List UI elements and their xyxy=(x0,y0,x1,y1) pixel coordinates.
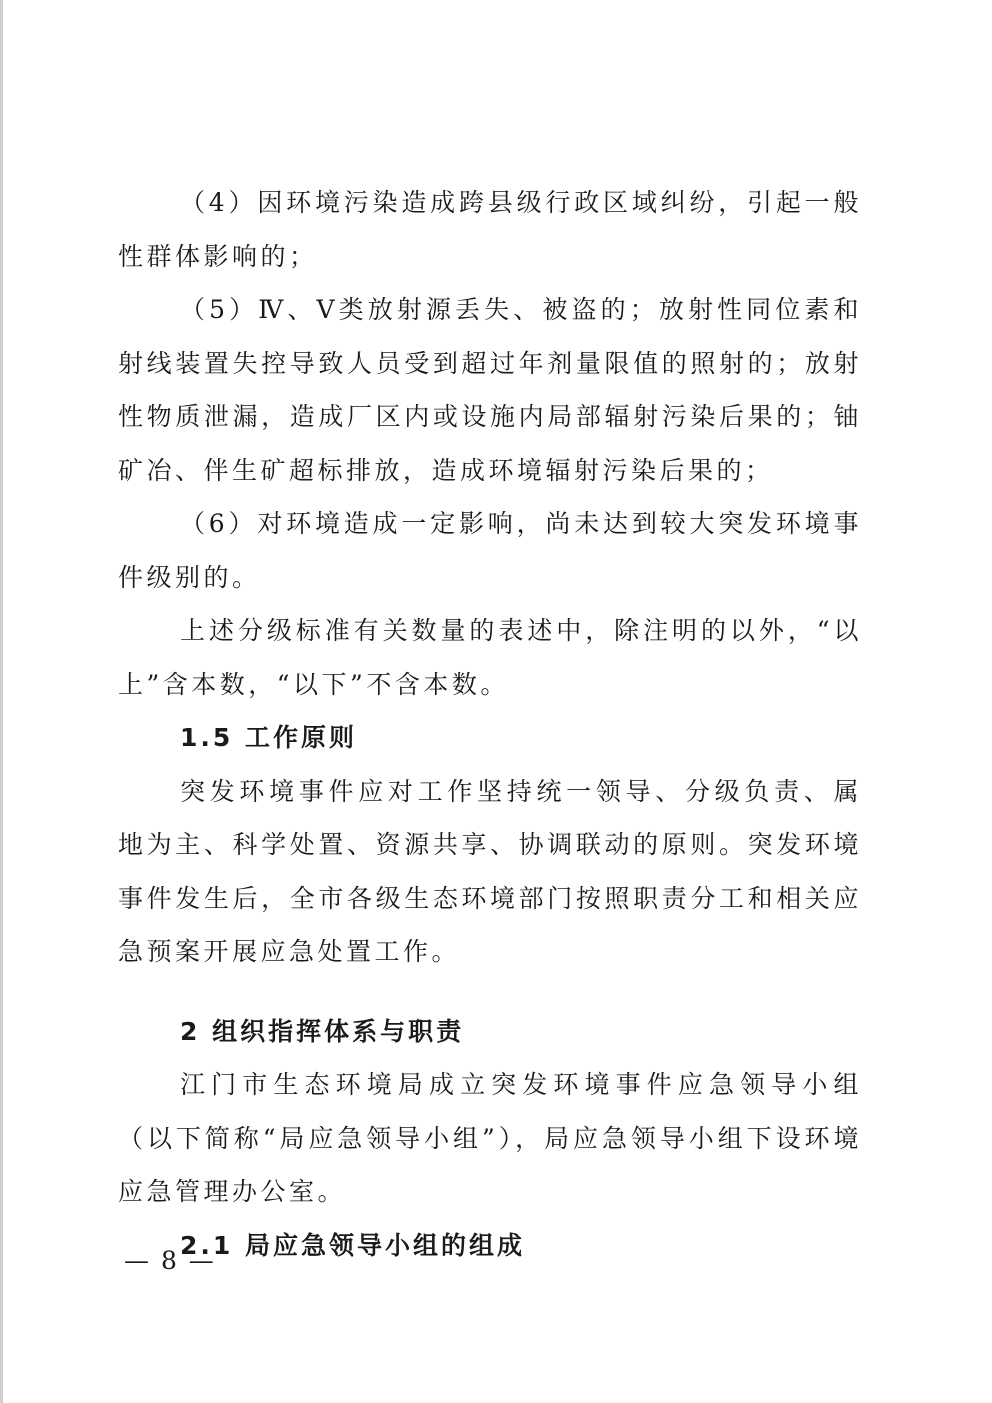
paragraph-item-4: （4）因环境污染造成跨县级行政区域纠纷，引起一般性群体影响的； xyxy=(118,188,862,271)
paragraph-classification-note: 上述分级标准有关数量的表述中，除注明的以外，“以上”含本数，“以下”不含本数。 xyxy=(118,616,862,699)
scan-edge-shadow xyxy=(0,0,3,1403)
page-number: — 8 — xyxy=(124,1246,216,1275)
section-gap xyxy=(118,979,862,1005)
section-heading-2-1: 2.1 局应急领导小组的组成 xyxy=(180,1230,525,1260)
paragraph-work-principles: 突发环境事件应对工作坚持统一领导、分级负责、属地为主、科学处置、资源共享、协调联动的原则。突发环境事件发生后，全市各级生态环境部门按照职责分工和相关应急预案开展应急处置工作。 xyxy=(118,776,862,966)
document-body xyxy=(118,176,862,1272)
section-heading-2: 2 组织指挥体系与职责 xyxy=(180,1016,465,1046)
section-heading-1-5: 1.5 工作原则 xyxy=(180,723,357,752)
paragraph-item-6: （6）对环境造成一定影响，尚未达到较大突发环境事件级别的。 xyxy=(118,509,862,592)
paragraph-organization: 江门市生态环境局成立突发环境事件应急领导小组（以下简称“局应急领导小组”），局应急领导小组下设环境应急管理办公室。 xyxy=(118,1070,862,1206)
paragraph-item-5: （5）Ⅳ、Ⅴ类放射源丢失、被盗的；放射性同位素和射线装置失控导致人员受到超过年剂量限值的照射的；放射性物质泄漏，造成厂区内或设施内局部辐射污染后果的；铀矿冶、伴生矿超标排放，造成环境辐射污染后果的； xyxy=(118,295,862,485)
